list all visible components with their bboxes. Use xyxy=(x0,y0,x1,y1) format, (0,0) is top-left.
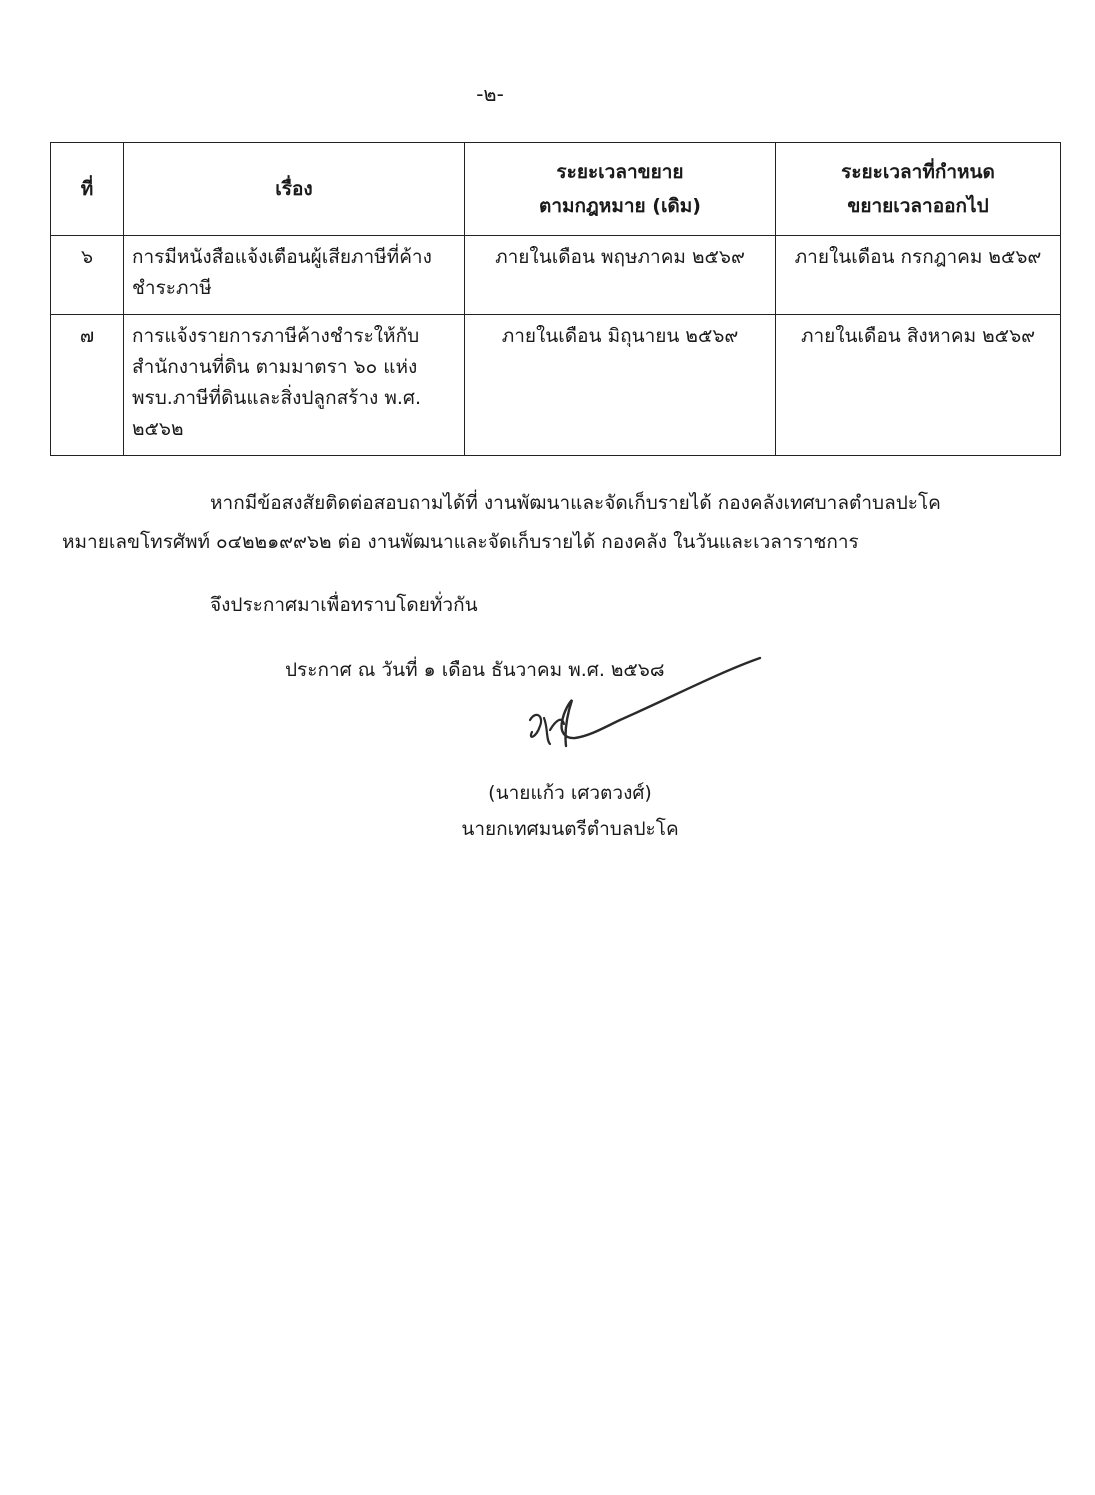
row-extended-period: ภายในเดือน สิงหาคม ๒๕๖๙ xyxy=(776,315,1061,456)
row-subject-line: การแจ้งรายการภาษีค้างชำระให้กับ xyxy=(132,325,420,347)
row-no: ๗ xyxy=(51,315,124,456)
header-original-period xyxy=(465,143,776,236)
contact-line-1: หากมีข้อสงสัยติดต่อสอบถามได้ที่ งานพัฒนาและจัดเก็บรายได้ กองคลังเทศบาลตำบลปะโค xyxy=(210,492,941,514)
header-extended-line2: ขยายเวลาออกไป xyxy=(847,195,989,217)
row-no: ๖ xyxy=(51,236,124,315)
announcement: จึงประกาศมาเพื่อทราบโดยทั่วกัน xyxy=(210,594,478,616)
signatory-position: นายกเทศมนตรีตำบลปะโค xyxy=(461,818,679,840)
contact-line-2: หมายเลขโทรศัพท์ ๐๔๒๒๑๙๙๖๒ ต่อ งานพัฒนาและจัดเก็บรายได้ กองคลัง ในวันและเวลาราชการ xyxy=(62,531,859,553)
row-extended-period: ภายในเดือน กรกฎาคม ๒๕๖๙ xyxy=(776,236,1061,315)
signatory-name: (นายแก้ว เศวตวงศ์) xyxy=(488,782,652,804)
row-subject-line: การมีหนังสือแจ้งเตือนผู้เสียภาษีที่ค้าง xyxy=(132,246,432,268)
table-row xyxy=(51,236,1061,315)
header-no: ที่ xyxy=(51,143,124,236)
header-extended-period xyxy=(776,143,1061,236)
row-subject-line: ชำระภาษี xyxy=(132,277,212,299)
table-row xyxy=(51,315,1061,456)
extension-schedule-table xyxy=(50,142,1061,456)
signature-image xyxy=(520,650,810,760)
row-subject xyxy=(124,236,465,315)
header-subject: เรื่อง xyxy=(124,143,465,236)
row-subject xyxy=(124,315,465,456)
row-subject-line: พรบ.ภาษีที่ดินและสิ่งปลูกสร้าง พ.ศ. xyxy=(132,387,422,409)
header-extended-line1: ระยะเวลาที่กำหนด xyxy=(841,161,995,183)
row-original-period: ภายในเดือน พฤษภาคม ๒๕๖๙ xyxy=(465,236,776,315)
date-line: ประกาศ ณ วันที่ ๑ เดือน ธันวาคม พ.ศ. ๒๕๖๘ xyxy=(285,659,665,681)
page-number: -๒- xyxy=(476,82,504,106)
row-subject-line: ๒๕๖๒ xyxy=(132,418,184,440)
signatory-block xyxy=(440,775,700,847)
row-subject-line: สำนักงานที่ดิน ตามมาตรา ๖๐ แห่ง xyxy=(132,356,418,378)
header-original-line1: ระยะเวลาขยาย xyxy=(556,161,684,183)
header-original-line2: ตามกฎหมาย (เดิม) xyxy=(539,195,701,217)
row-original-period: ภายในเดือน มิถุนายน ๒๕๖๙ xyxy=(465,315,776,456)
table-header-row xyxy=(51,143,1061,236)
